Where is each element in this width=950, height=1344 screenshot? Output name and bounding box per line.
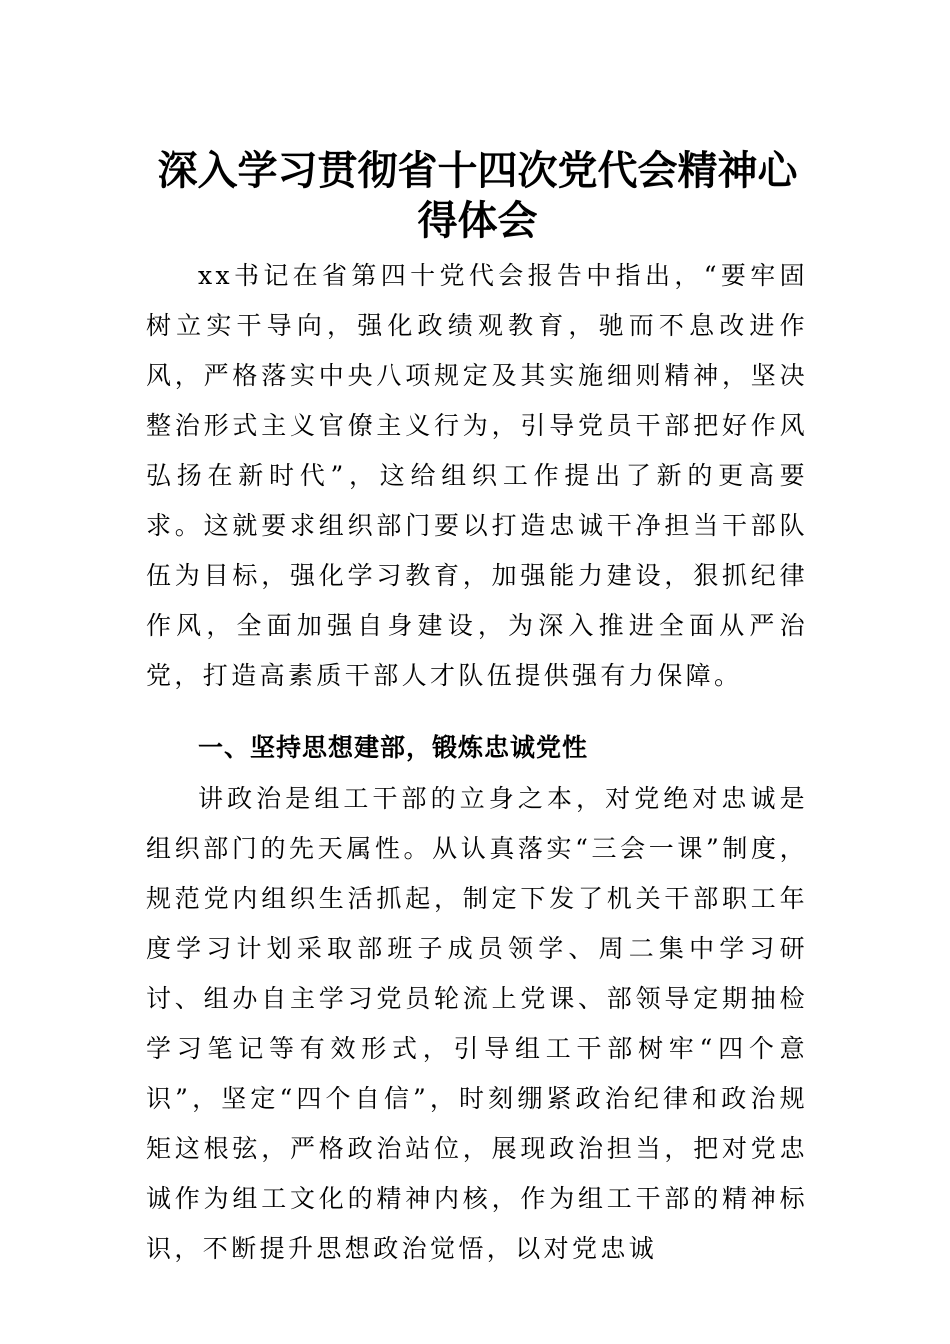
section-heading: 一、坚持思想建部，锻炼忠诚党性 (198, 733, 589, 762)
section-paragraph: 讲政治是组工干部的立身之本，对党绝对忠诚是组织部门的先天属性。从认真落实“三会一课”制度，规范党内组织生活抓起，制定下发了机关干部职工年度学习计划采取部班子成员领学、周二集中学习研讨、组办自主学习党员轮流上党课、部领导定期抽检学习笔记等有效形式，引导组工干部树牢“四个意识”，坚定“四个自信”，时刻绷紧政治纪律和政治规矩这根弦，严格政治站位，展现政治担当，把对党忠诚作为组工文化的精神内核，作为组工干部的精神标识，不断提升思想政治觉悟，以对党忠诚 (146, 784, 808, 1263)
intro-paragraph: xx书记在省第四十党代会报告中指出，“要牢固树立实干导向，强化政绩观教育，驰而不息改进作风，严格落实中央八项规定及其实施细则精神，坚决整治形式主义官僚主义行为，引导党员干部把好作风弘扬在新时代”，这给组织工作提出了新的更高要求。这就要求组织部门要以打造忠诚干净担当干部队伍为目标，强化学习教育，加强能力建设，狠抓纪律作风，全面加强自身建设，为深入推进全面从严治党，打造高素质干部人才队伍提供强有力保障。 (146, 261, 808, 690)
document-title: 深入学习贯彻省十四次党代会精神心得体会 (157, 147, 798, 244)
